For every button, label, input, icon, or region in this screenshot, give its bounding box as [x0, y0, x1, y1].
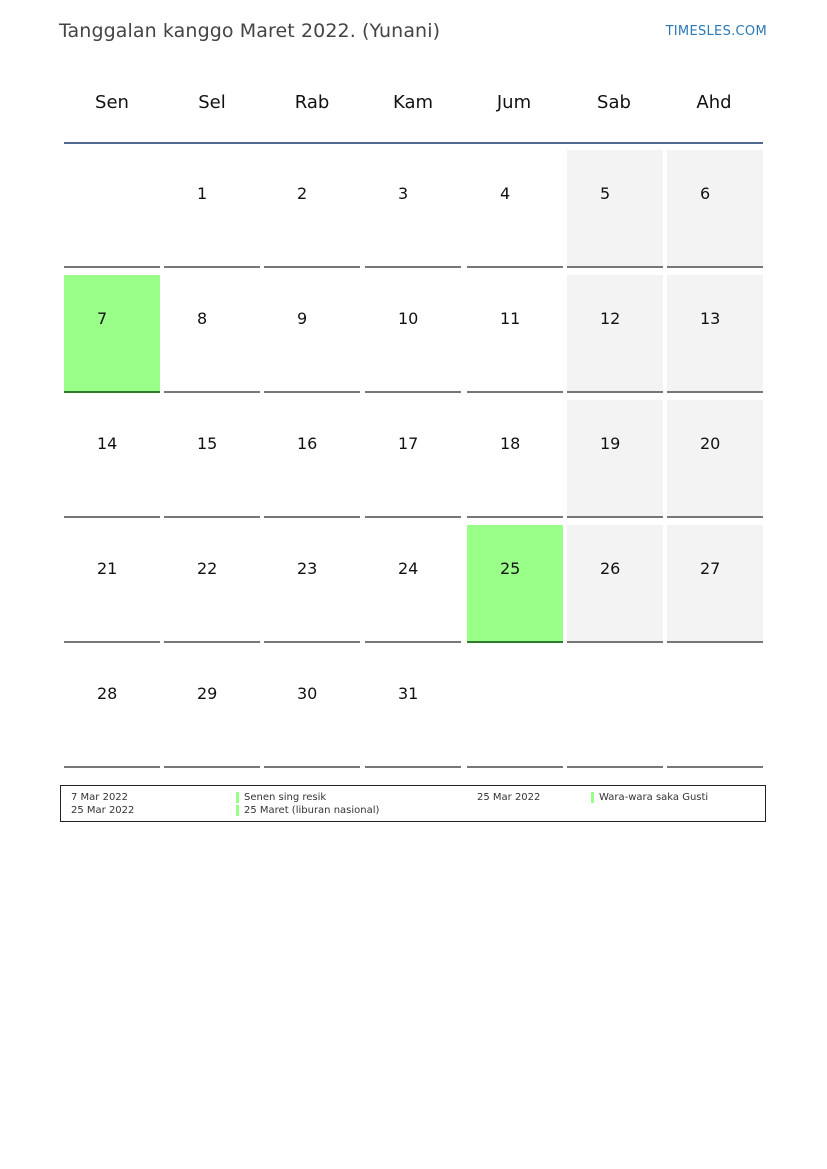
- day-number: 2: [297, 184, 308, 203]
- day-number: 4: [500, 184, 511, 203]
- weekday-label: Rab: [294, 92, 330, 113]
- calendar-day[interactable]: [64, 650, 160, 768]
- day-number: 24: [398, 559, 419, 578]
- calendar-day[interactable]: [264, 650, 360, 768]
- legend-date: 25 Mar 2022: [477, 792, 541, 803]
- day-number: 3: [398, 184, 409, 203]
- holiday-color-swatch: [591, 792, 594, 803]
- calendar-day[interactable]: [567, 275, 663, 393]
- day-number: 26: [600, 559, 621, 578]
- calendar-day[interactable]: [567, 150, 663, 268]
- calendar-day-empty: [667, 650, 763, 768]
- calendar-day[interactable]: [164, 150, 260, 268]
- legend-holiday-name: 25 Maret (liburan nasional): [244, 805, 380, 816]
- calendar-day[interactable]: [667, 150, 763, 268]
- calendar-day[interactable]: [365, 525, 461, 643]
- holiday-legend: [60, 785, 766, 822]
- legend-holiday-name: Senen sing resik: [244, 792, 327, 803]
- day-number: 20: [700, 434, 721, 453]
- calendar-day[interactable]: [164, 400, 260, 518]
- calendar-day[interactable]: [264, 275, 360, 393]
- header-divider: [64, 142, 763, 144]
- calendar-day[interactable]: [667, 275, 763, 393]
- calendar-day[interactable]: [567, 400, 663, 518]
- calendar-day[interactable]: [64, 400, 160, 518]
- page-title: Tanggalan kanggo Maret 2022. (Yunani): [59, 20, 441, 42]
- day-number: 25: [500, 559, 521, 578]
- legend-date: 7 Mar 2022: [71, 792, 129, 803]
- day-number: 21: [97, 559, 118, 578]
- day-number: 14: [97, 434, 118, 453]
- day-number: 11: [500, 309, 521, 328]
- calendar-day-empty: [64, 150, 160, 268]
- weekday-label: Jum: [496, 92, 532, 113]
- day-number: 27: [700, 559, 721, 578]
- day-number: 8: [197, 309, 208, 328]
- calendar-day[interactable]: [365, 150, 461, 268]
- calendar-day[interactable]: [164, 525, 260, 643]
- calendar-day[interactable]: [264, 400, 360, 518]
- day-number: 18: [500, 434, 521, 453]
- day-number: 16: [297, 434, 318, 453]
- calendar-day[interactable]: [365, 275, 461, 393]
- day-number: 29: [197, 684, 218, 703]
- calendar-day[interactable]: [467, 150, 563, 268]
- calendar-day[interactable]: [567, 525, 663, 643]
- day-number: 17: [398, 434, 419, 453]
- day-number: 13: [700, 309, 721, 328]
- calendar-day[interactable]: [264, 150, 360, 268]
- day-number: 9: [297, 309, 308, 328]
- weekday-label: Sab: [597, 92, 631, 113]
- calendar-day[interactable]: [365, 650, 461, 768]
- calendar-day-holiday[interactable]: [64, 275, 160, 393]
- day-number: 10: [398, 309, 419, 328]
- day-number: 15: [197, 434, 218, 453]
- day-number: 28: [97, 684, 118, 703]
- day-number: 6: [700, 184, 711, 203]
- day-number: 22: [197, 559, 218, 578]
- legend-date: 25 Mar 2022: [71, 805, 135, 816]
- calendar-day[interactable]: [467, 275, 563, 393]
- calendar-day[interactable]: [365, 400, 461, 518]
- day-number: 31: [398, 684, 419, 703]
- weekday-label: Sel: [198, 92, 226, 113]
- day-number: 7: [97, 309, 108, 328]
- calendar-day[interactable]: [667, 525, 763, 643]
- holiday-color-swatch: [236, 792, 239, 803]
- weekday-header-row: [62, 92, 764, 118]
- calendar-day-empty: [567, 650, 663, 768]
- calendar-day-empty: [467, 650, 563, 768]
- calendar-day-holiday[interactable]: [467, 525, 563, 643]
- calendar-day[interactable]: [467, 400, 563, 518]
- weekday-label: Kam: [392, 92, 434, 113]
- site-brand-link[interactable]: TIMESLES.COM: [665, 24, 767, 39]
- calendar-day[interactable]: [667, 400, 763, 518]
- calendar-day[interactable]: [164, 650, 260, 768]
- day-number: 1: [197, 184, 208, 203]
- day-number: 19: [600, 434, 621, 453]
- day-number: 12: [600, 309, 621, 328]
- weekday-label: Sen: [95, 92, 129, 113]
- day-number: 5: [600, 184, 611, 203]
- calendar-day[interactable]: [264, 525, 360, 643]
- legend-holiday-name: Wara-wara saka Gusti: [599, 792, 709, 803]
- day-number: 30: [297, 684, 318, 703]
- holiday-color-swatch: [236, 805, 239, 816]
- weekday-label: Ahd: [696, 92, 732, 113]
- calendar-day[interactable]: [164, 275, 260, 393]
- calendar-day[interactable]: [64, 525, 160, 643]
- day-number: 23: [297, 559, 318, 578]
